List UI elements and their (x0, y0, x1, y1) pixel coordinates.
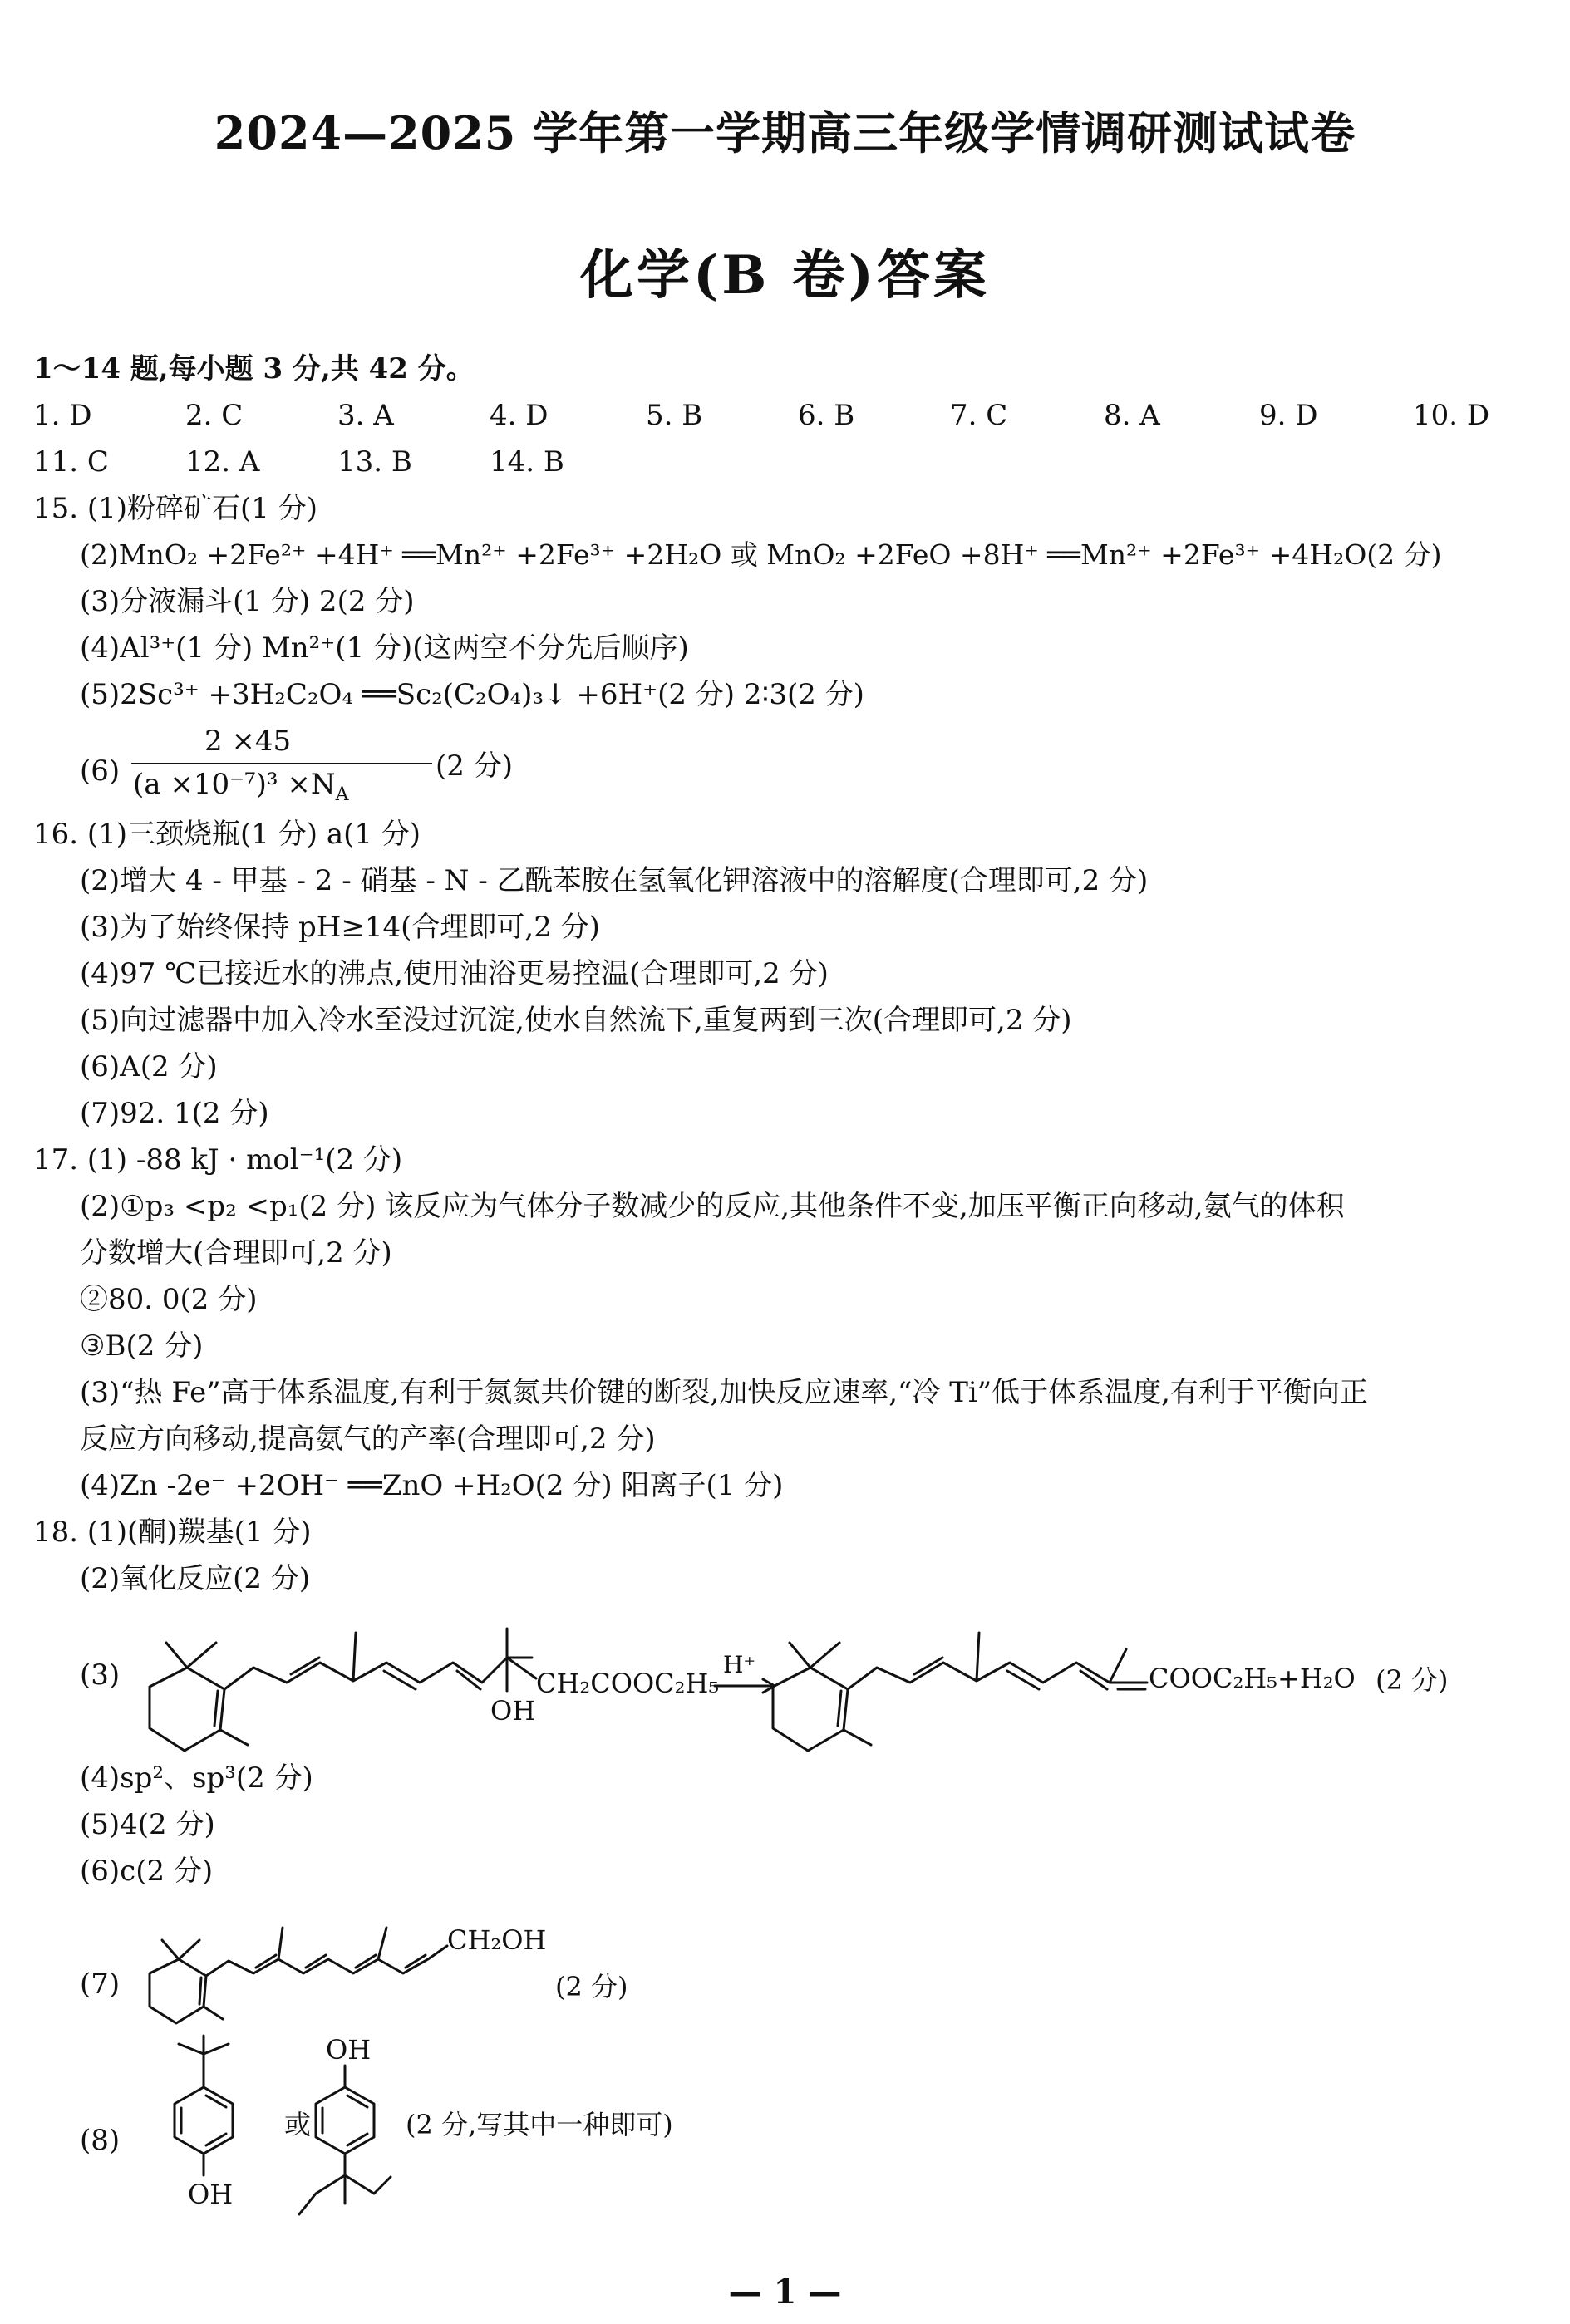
part8-score: (2 分,写其中一种即可) (406, 2109, 673, 2140)
hydroxyl-label: OH (490, 1695, 536, 1727)
mc-answer: 13. B (337, 445, 412, 479)
q15-part4: (4)Al³⁺(1 分) Mn²⁺(1 分)(这两空不分先后顺序) (80, 631, 689, 665)
q18-part8-label: (8) (80, 2124, 121, 2157)
q18-part8-structures (141, 2027, 1305, 2227)
fraction-denominator (133, 768, 349, 805)
q16-part3: (3)为了始终保持 pH≥14(合理即可,2 分) (80, 911, 600, 944)
q17-part3-line2: 反应方向移动,提高氨气的产率(合理即可,2 分) (80, 1422, 656, 1456)
q15-part1: 15. (1)粉碎矿石(1 分) (33, 492, 318, 525)
methyl (204, 2007, 223, 2019)
q15-part3: (3)分液漏斗(1 分) 2(2 分) (80, 585, 415, 618)
phenol-oh-top-label: OH (326, 2034, 372, 2066)
benzene-ring-2 (316, 2087, 374, 2154)
mc-answer: 2. C (185, 399, 244, 432)
q15-part5: (5)2Sc³⁺ +3H₂C₂O₄ ══Sc₂(C₂O₄)₃↓ +6H⁺(2 分) 2∶3(2 分) (80, 678, 864, 711)
q16-part5: (5)向过滤器中加入冷水至没过沉淀,使水自然流下,重复两到三次(合理即可,2 分) (80, 1004, 1072, 1037)
aromatic-double-bonds-2 (322, 2096, 367, 2145)
hydroxymethyl-label: CH₂OH (447, 1924, 547, 1956)
product-ester-label: COOC₂H₅+H₂O (1149, 1663, 1356, 1694)
page-title: 2024—2025 学年第一学期高三年级学情调研测试试卷 (214, 106, 1356, 160)
q18-part7-label: (7) (80, 1968, 121, 2001)
fraction-bar (131, 763, 432, 764)
benzene-ring (175, 2087, 233, 2154)
mc-answer: 1. D (33, 399, 92, 432)
reaction-arrow (715, 1679, 775, 1693)
q15-part6-fraction (80, 725, 545, 808)
mc-answer: 10. D (1413, 399, 1490, 432)
gem-dimethyl (162, 1940, 199, 1959)
fraction-numerator: 2 ×45 (204, 725, 292, 758)
mc-answer: 4. D (490, 399, 549, 432)
q18-part5: (5)4(2 分) (80, 1808, 215, 1841)
phenol-oh-label: OH (188, 2179, 234, 2210)
q17-part4: (4)Zn -2e⁻ +2OH⁻ ══ZnO +H₂O(2 分) 阳离子(1 分) (80, 1469, 784, 1502)
gem-dimethyl (166, 1643, 216, 1668)
product-chain (848, 1633, 1147, 1689)
retinol-ring (150, 1959, 206, 2023)
mc-answer: 5. B (646, 399, 703, 432)
mc-answer: 14. B (490, 445, 564, 479)
q15-part6-score: (2 分) (436, 749, 513, 783)
mc-answer: 8. A (1104, 399, 1160, 432)
q18-part7-structure (141, 1911, 806, 2036)
q17-part2-c: ③B(2 分) (80, 1329, 204, 1363)
part3-score: (2 分) (1376, 1664, 1449, 1696)
q17-part3-line1: (3)“热 Fe”高于体系温度,有利于氮氮共价键的断裂,加快反应速率,“冷 Ti”低于体系温度,有利于平衡向正 (80, 1376, 1368, 1409)
aromatic-double-bonds (181, 2096, 226, 2145)
product-gem-dimethyl (790, 1643, 839, 1668)
product-methyl (844, 1730, 871, 1745)
q17-part2-line2: 分数增大(合理即可,2 分) (80, 1236, 392, 1270)
mc-answer: 6. B (798, 399, 855, 432)
q18-part2: (2)氧化反应(2 分) (80, 1562, 311, 1595)
tert-butyl-group (179, 2036, 229, 2087)
q15-part2: (2)MnO₂ +2Fe²⁺ +4H⁺ ══Mn²⁺ +2Fe³⁺ +2H₂O 或 MnO₂ +2FeO +8H⁺ ══Mn²⁺ +2Fe³⁺ +4H₂O(2 分) (80, 538, 1442, 571)
q16-part7: (7)92. 1(2 分) (80, 1097, 269, 1130)
mc-answer: 12. A (185, 445, 260, 479)
q16-part4: (4)97 ℃已接近水的沸点,使用油浴更易控温(合理即可,2 分) (80, 957, 829, 990)
mc-answer: 9. D (1259, 399, 1318, 432)
cyclohexene-ring (150, 1668, 224, 1751)
product-ring (773, 1668, 848, 1751)
q18-reaction-scheme (141, 1599, 1554, 1766)
retinol-chain (206, 1928, 447, 1976)
catalyst-label: H⁺ (723, 1651, 756, 1678)
ester-label: CH₂COOC₂H₅ (536, 1668, 720, 1699)
q18-part3-label: (3) (80, 1658, 121, 1692)
page-number: — 1 — (728, 2272, 842, 2312)
mc-answer: 3. A (337, 399, 394, 432)
mc-answer: 7. C (950, 399, 1008, 432)
methyl (220, 1730, 248, 1745)
mc-answer: 11. C (33, 445, 109, 479)
q18-part4: (4)sp²、sp³(2 分) (80, 1761, 313, 1795)
q16-part1: 16. (1)三颈烧瓶(1 分) a(1 分) (33, 818, 421, 851)
fraction-denominator-subscript: A (335, 784, 349, 805)
double-bond (214, 1691, 218, 1726)
product-double-bond (838, 1691, 841, 1726)
polyene-chain (224, 1629, 532, 1689)
alkyl-substituent (299, 2154, 391, 2214)
q17-part2-b: ②80. 0(2 分) (80, 1283, 258, 1316)
part7-score: (2 分) (555, 1971, 628, 2002)
quaternary-center (507, 1658, 536, 1691)
q16-part2: (2)增大 4 - 甲基 - 2 - 硝基 - N - 乙酰苯胺在氢氧化钾溶液中的溶解度(合理即可,2 分) (80, 864, 1149, 897)
ring-double-bond (199, 1978, 201, 2004)
q16-part6: (6)A(2 分) (80, 1050, 218, 1083)
q18-part1: 18. (1)(酮)羰基(1 分) (33, 1516, 312, 1549)
page-subtitle: 化学(B 卷)答案 (580, 244, 990, 307)
or-label: 或 (284, 2109, 312, 2140)
mc-intro: 1～14 题,每小题 3 分,共 42 分。 (33, 352, 475, 386)
q17-part2-line1: (2)①p₃ <p₂ <p₁(2 分) 该反应为气体分子数减少的反应,其他条件不变,加压平衡正向移动,氨气的体积 (80, 1190, 1345, 1223)
fraction-denominator-text: (a ×10⁻⁷)³ ×N (133, 768, 336, 801)
q15-part6-prefix: (6) (80, 754, 121, 788)
q17-part1: 17. (1) -88 kJ · mol⁻¹(2 分) (33, 1143, 403, 1177)
q18-part6: (6)c(2 分) (80, 1855, 214, 1888)
